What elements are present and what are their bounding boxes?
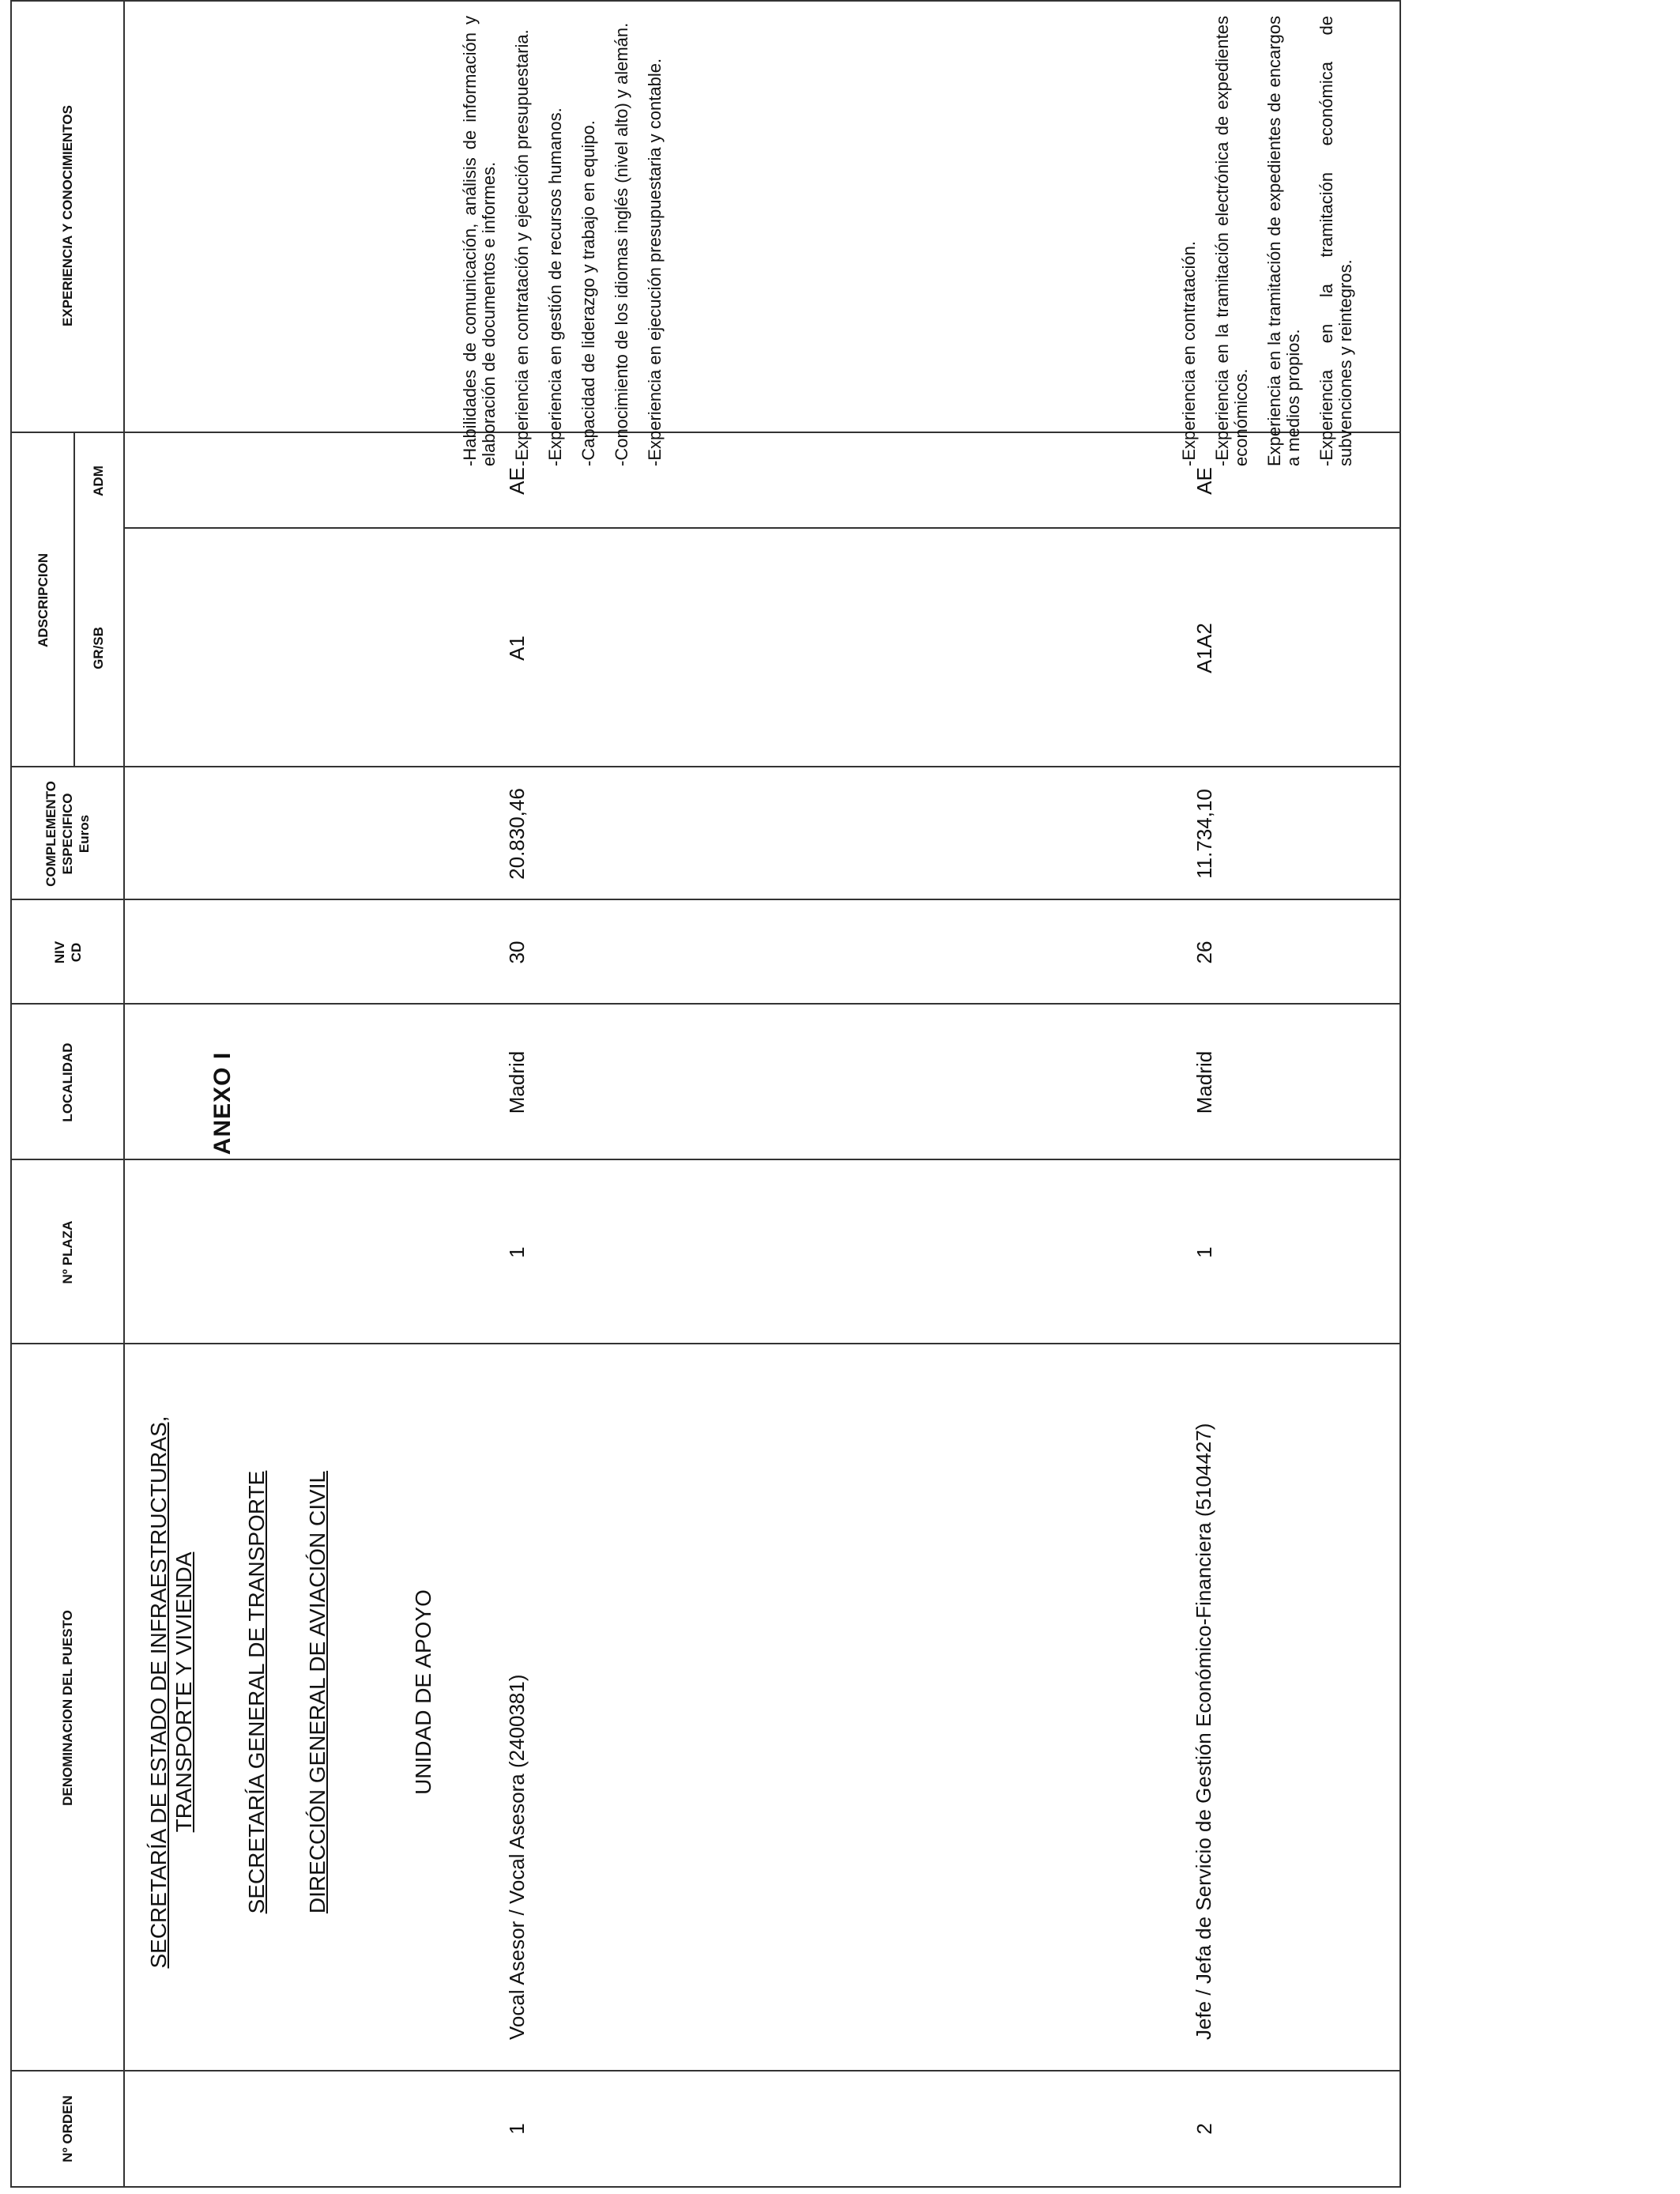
row2-grsb: A1A2	[1192, 623, 1216, 673]
col-divider	[12, 766, 1399, 767]
row1-niv: 30	[505, 941, 529, 964]
unit-secretaria-estado: SECRETARÍA DE ESTADO DE INFRAESTRUCTURAS, TRANSPORTE Y VIVIENDA	[146, 1416, 196, 1969]
row2-exp-item: Experiencia en la tramitación de expedientes de encargos a medios propios.	[1264, 16, 1303, 466]
row1-adm: AE	[505, 467, 529, 495]
row1-grsb: A1	[505, 635, 529, 661]
row2-plaza: 1	[1192, 1246, 1216, 1258]
row1-exp-item: -Experiencia en gestión de recursos humanos.	[545, 107, 565, 466]
row2-adm: AE	[1192, 467, 1216, 495]
col-divider	[12, 2070, 1399, 2071]
row1-denominacion: Vocal Asesor / Vocal Asesora (2400381)	[505, 1674, 529, 2040]
header-divider	[123, 2, 125, 2186]
row2-denominacion: Jefe / Jefa de Servicio de Gestión Económico-Financiera (5104427)	[1192, 1423, 1215, 2040]
header-adscripcion: ADSCRIPCION	[35, 553, 51, 648]
row2-niv: 26	[1192, 941, 1216, 964]
col-divider	[12, 1003, 1399, 1005]
header-localidad: LOCALIDAD	[60, 1042, 75, 1122]
row2-experiencia	[1180, 16, 1355, 466]
row1-exp-item: -Capacidad de liderazgo y trabajo en equipo.	[578, 120, 598, 466]
row1-exp-item: -Conocimiento de los idiomas inglés (nivel alto) y alemán.	[612, 22, 631, 466]
vacancy-table	[10, 0, 1401, 2188]
row1-exp-item: -Experiencia en ejecución presupuestaria y contable.	[645, 58, 665, 466]
header-niv: NIV CD	[51, 941, 84, 964]
row1-exp-item: -Experiencia en contratación y ejecución presupuestaria.	[512, 29, 532, 466]
row2-exp-item: -Experiencia en la tramitación económica de subvenciones y reintegros.	[1317, 16, 1355, 466]
header-plaza: Nº PLAZA	[60, 1220, 75, 1284]
col-divider	[12, 899, 1399, 900]
unit-unidad-apoyo: UNIDAD DE APOYO	[411, 1589, 435, 1795]
row1-complemento: 20.830,46	[505, 788, 529, 880]
row2-localidad: Madrid	[1192, 1050, 1216, 1114]
header-denominacion: DENOMINACION DEL PUESTO	[60, 1610, 75, 1806]
header-complemento: COMPLEMENTO ESPECIFICO Euros	[43, 781, 92, 887]
row1-localidad: Madrid	[505, 1050, 529, 1114]
row1-experiencia	[461, 16, 679, 466]
header-grsb: GR/SB	[91, 627, 106, 669]
row1-exp-item: -Habilidades de comunicación, análisis de información y elaboración de documentos e informes.	[460, 16, 499, 466]
annex-title: ANEXO I	[209, 1051, 235, 1155]
row1-orden: 1	[505, 2123, 529, 2135]
unit-direccion-general: DIRECCIÓN GENERAL DE AVIACIÓN CIVIL	[305, 1470, 330, 1914]
col-divider	[12, 1343, 1399, 1344]
row2-exp-item: -Experiencia en contratación.	[1179, 241, 1199, 466]
row2-exp-item: -Experiencia en la tramitación electrónica de expedientes económicos.	[1212, 16, 1251, 466]
row2-complemento: 11.734,10	[1192, 789, 1216, 879]
unit-secretaria-general: SECRETARÍA GENERAL DE TRANSPORTE	[244, 1470, 269, 1914]
header-experiencia: EXPERIENCIA Y CONOCIMIENTOS	[60, 105, 75, 326]
row1-plaza: 1	[505, 1246, 529, 1258]
row2-orden: 2	[1192, 2123, 1216, 2135]
col-divider	[12, 1159, 1399, 1160]
header-adm: ADM	[91, 466, 106, 496]
header-orden: Nº ORDEN	[60, 2095, 75, 2162]
